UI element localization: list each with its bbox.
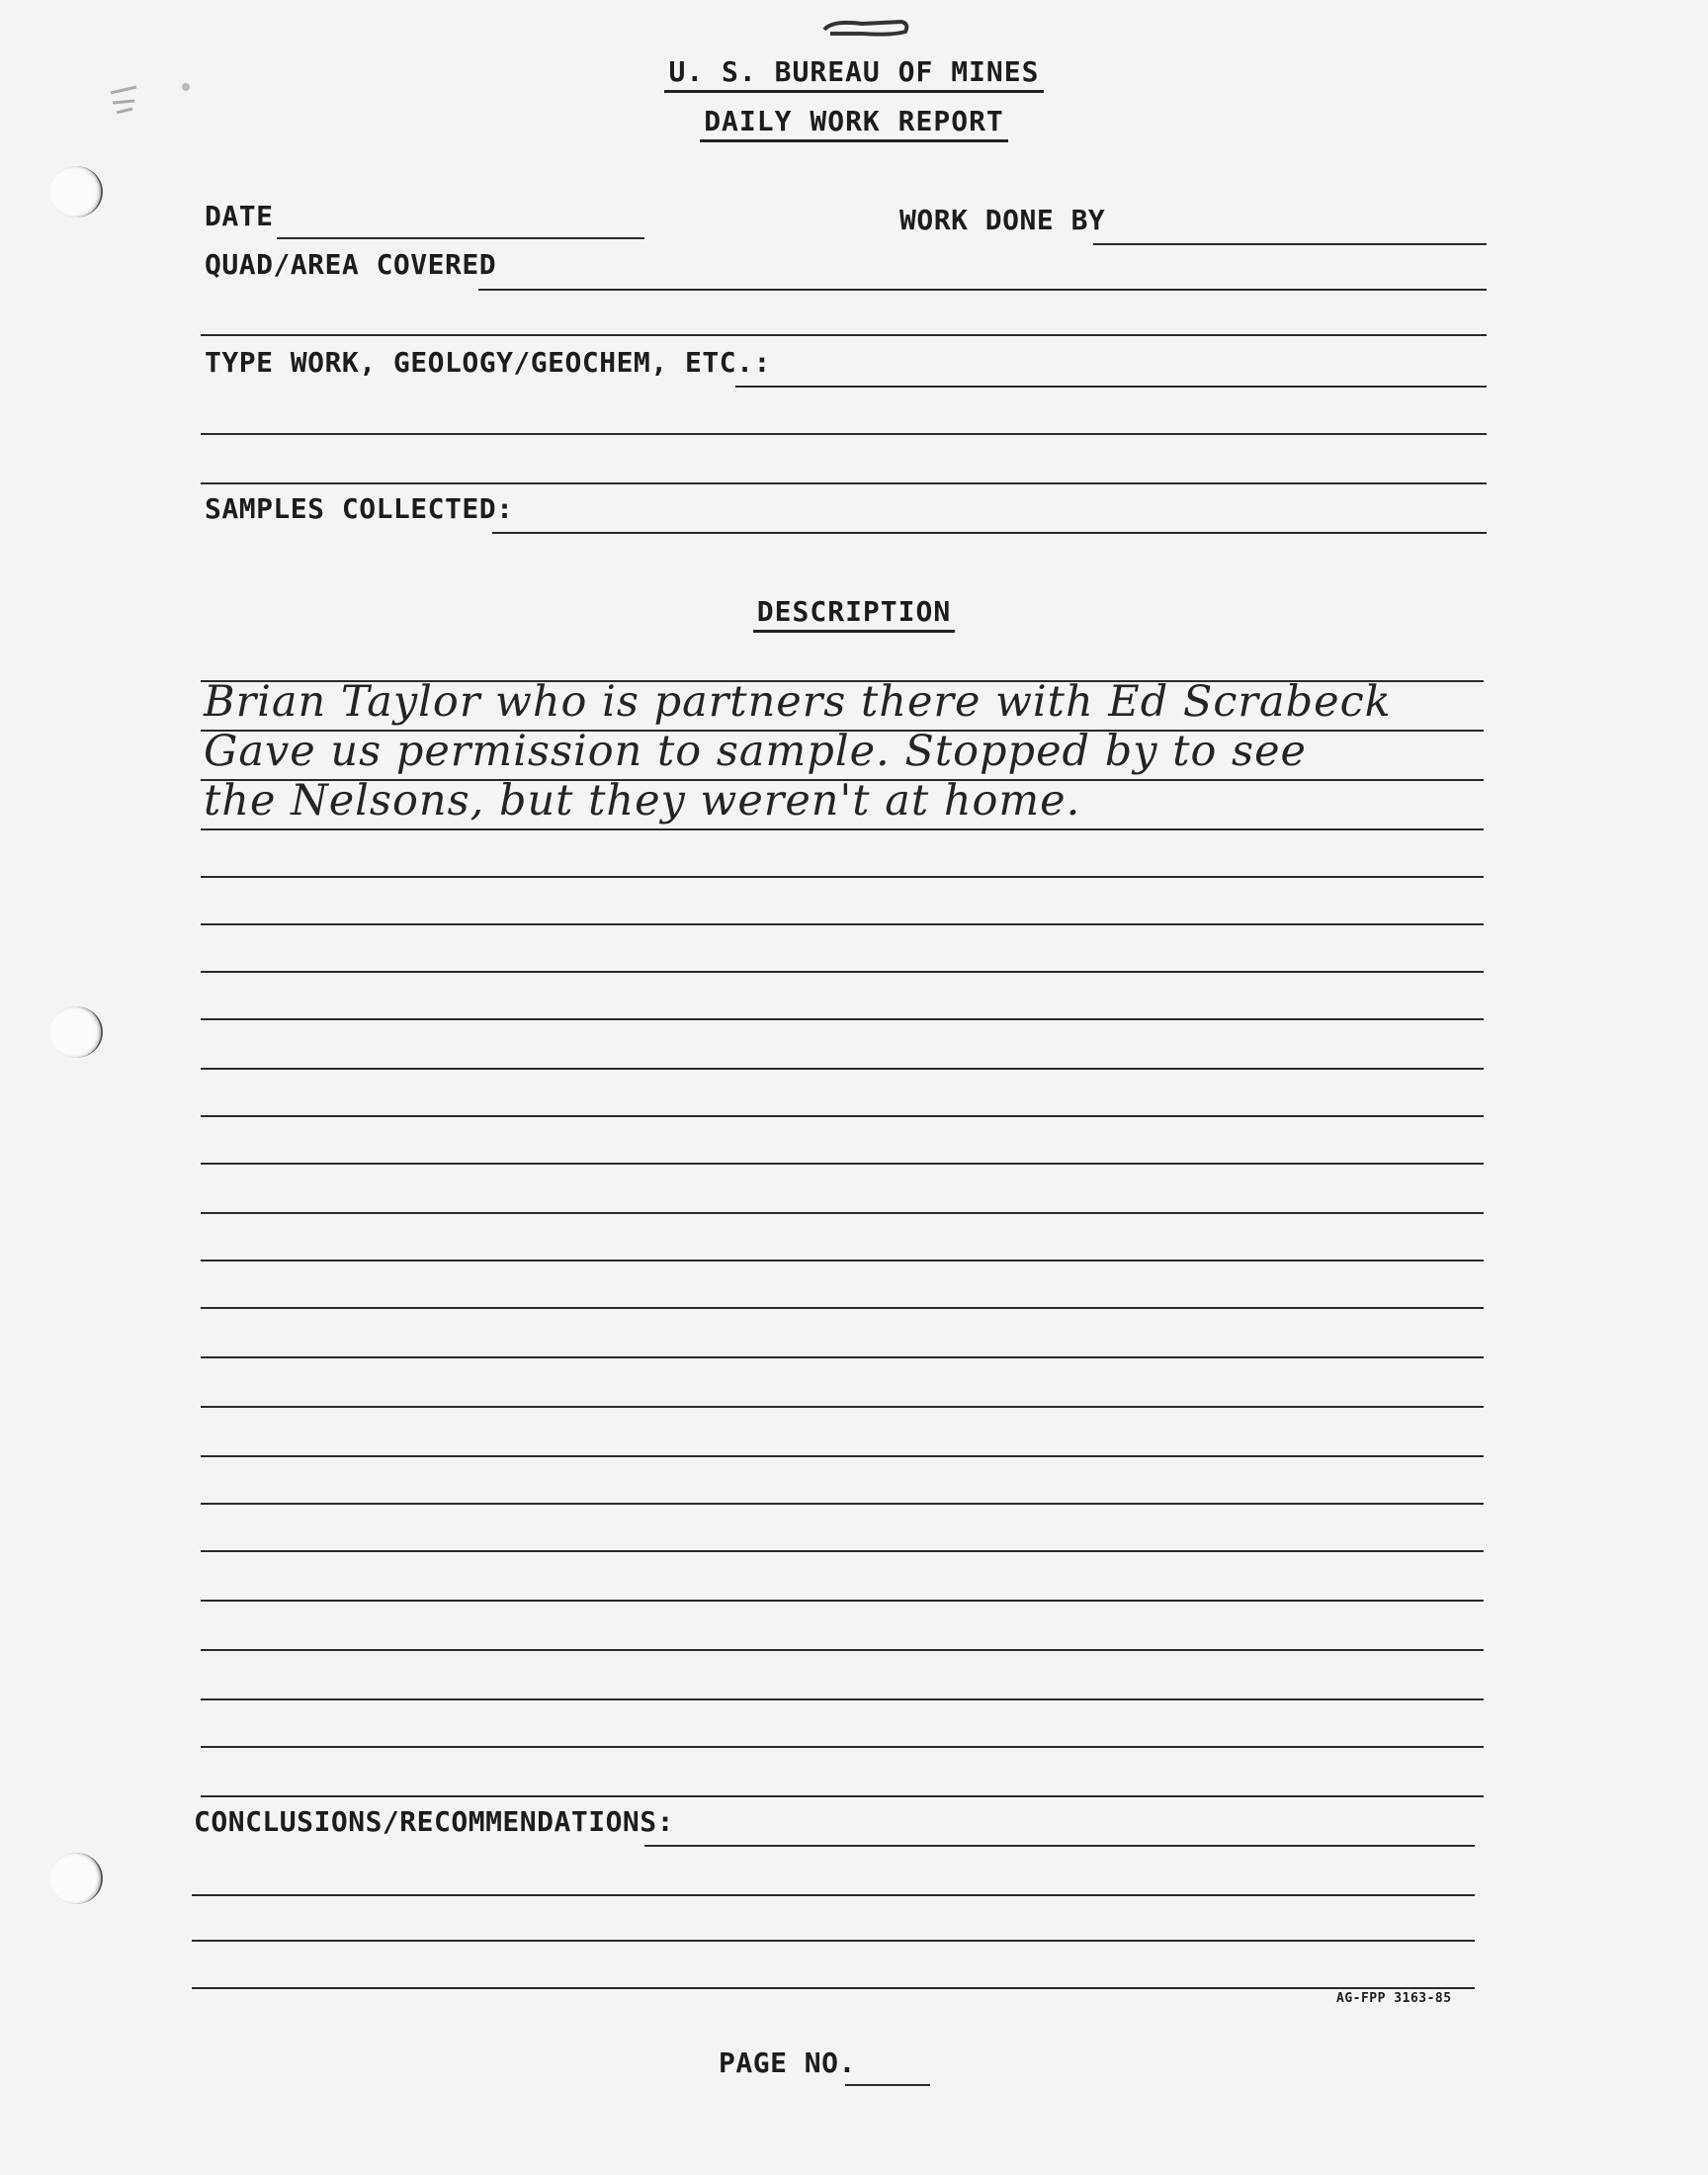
description-line[interactable] <box>201 923 1484 925</box>
description-line[interactable] <box>201 1600 1484 1602</box>
quad-area-label: QUAD/AREA COVERED <box>205 248 497 281</box>
type-work-field-line-3[interactable] <box>201 482 1487 484</box>
description-heading: DESCRIPTION <box>0 595 1708 628</box>
description-line[interactable] <box>201 971 1484 973</box>
quad-area-field-line-2[interactable] <box>201 334 1487 336</box>
description-line[interactable] <box>201 1649 1484 1651</box>
samples-label: SAMPLES COLLECTED: <box>205 492 514 525</box>
conclusions-label: CONCLUSIONS/RECOMMENDATIONS: <box>194 1805 675 1838</box>
type-work-label: TYPE WORK, GEOLOGY/GEOCHEM, ETC.: <box>205 346 771 379</box>
type-work-field-line[interactable] <box>735 386 1487 388</box>
work-done-by-label: WORK DONE BY <box>899 204 1106 236</box>
binder-hole-top <box>49 166 103 218</box>
page-number-field-line[interactable] <box>845 2084 930 2086</box>
conclusions-field-line-3[interactable] <box>192 1940 1475 1942</box>
description-line[interactable] <box>201 1356 1484 1358</box>
description-line[interactable] <box>201 1163 1484 1165</box>
description-line[interactable] <box>201 1698 1484 1700</box>
description-line[interactable] <box>201 828 1484 830</box>
description-line[interactable] <box>201 1212 1484 1214</box>
quad-area-field-line[interactable] <box>478 289 1487 291</box>
description-line[interactable] <box>201 1503 1484 1505</box>
description-line[interactable] <box>201 1746 1484 1748</box>
description-line[interactable] <box>201 876 1484 878</box>
paper-clip-mark <box>822 14 911 38</box>
agency-title: U. S. BUREAU OF MINES <box>0 55 1708 88</box>
conclusions-field-line-2[interactable] <box>192 1894 1475 1896</box>
description-line[interactable] <box>201 1260 1484 1262</box>
description-line[interactable] <box>201 1455 1484 1457</box>
description-line[interactable] <box>201 1115 1484 1117</box>
report-title: DAILY WORK REPORT <box>0 105 1708 137</box>
description-line[interactable] <box>201 1068 1484 1070</box>
type-work-field-line-2[interactable] <box>201 433 1487 435</box>
work-done-by-field-line[interactable] <box>1093 243 1487 245</box>
description-line[interactable] <box>201 1406 1484 1408</box>
description-line[interactable] <box>201 1018 1484 1020</box>
conclusions-field-line-4[interactable] <box>192 1987 1475 1989</box>
date-field-line[interactable] <box>277 237 644 239</box>
conclusions-field-line[interactable] <box>644 1845 1475 1847</box>
samples-field-line[interactable] <box>492 532 1487 534</box>
date-label: DATE <box>205 200 274 232</box>
binder-hole-middle <box>49 1006 103 1058</box>
handwritten-line-1: Brian Taylor who is partners there with Ed Scrabeck <box>204 677 1392 727</box>
binder-hole-bottom <box>49 1853 103 1904</box>
form-id: AG-FPP 3163-85 <box>1336 1991 1452 2006</box>
description-line[interactable] <box>201 1550 1484 1552</box>
handwritten-line-2: Gave us permission to sample. Stopped by to see <box>204 727 1307 776</box>
description-line[interactable] <box>201 1795 1484 1797</box>
page-number-label: PAGE NO. <box>719 2046 856 2079</box>
description-line[interactable] <box>201 1307 1484 1309</box>
handwritten-line-3: the Nelsons, but they weren't at home. <box>204 776 1081 826</box>
